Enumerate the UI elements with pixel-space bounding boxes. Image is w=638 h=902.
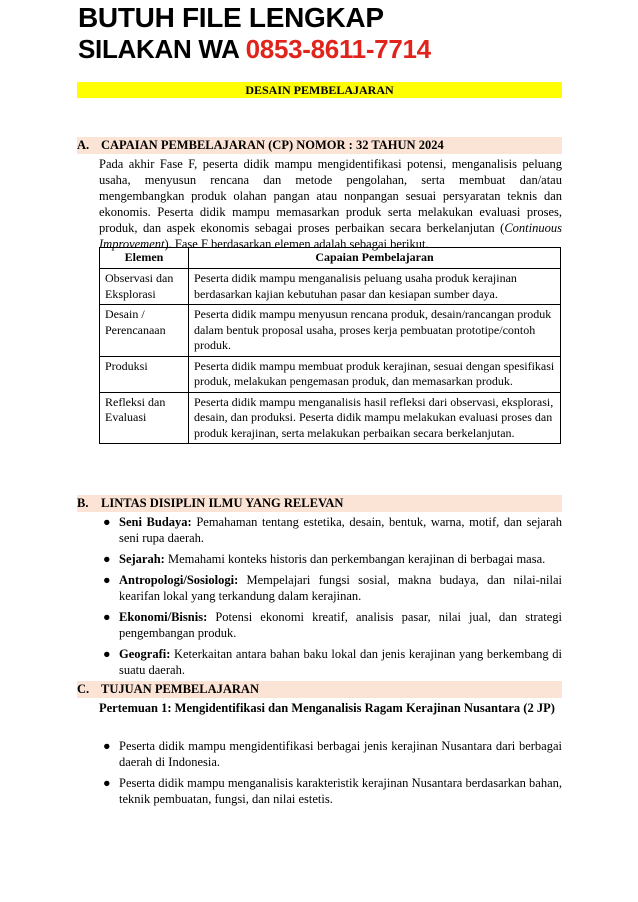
list-item <box>99 609 562 641</box>
promo-contact-label: SILAKAN WA <box>78 34 246 64</box>
discipline-term: Sejarah: <box>119 552 165 566</box>
bullet-icon: ● <box>103 647 111 661</box>
section-b-title: LINTAS DISIPLIN ILMU YANG RELEVAN <box>101 496 344 510</box>
disciplines-list <box>99 514 562 683</box>
intro-text: Pada akhir Fase F, peserta didik mampu mengidentifikasi potensi, menganalisis peluang usaha, menyusun rencana dan metode pengolahan, serta membuat dan/atau mengembangkan produk olahan pangan atau nonpangan sesuai persyaratan teknis dan ekonomis. Peserta didik mampu memasarkan produk serta melakukan evaluasi proses, produk, dan aspek ekonomis sebagai proses perbaikan secara berkelanjutan ( <box>99 157 562 235</box>
row-elemen: Desain / Perencanaan <box>100 305 189 357</box>
section-a-heading <box>77 137 562 154</box>
discipline-text: Potensi ekonomi kreatif, analisis pasar, nilai jual, dan strategi pengembangan produk. <box>119 610 562 640</box>
section-b-letter: B. <box>77 496 89 510</box>
discipline-text: Pemahaman tentang estetika, desain, bentuk, warna, motif, dan sejarah seni rupa daerah. <box>119 515 562 545</box>
section-a-letter: A. <box>77 138 90 152</box>
table-row <box>100 269 561 305</box>
section-b-heading <box>77 495 562 512</box>
document-title-banner: DESAIN PEMBELAJARAN <box>77 82 562 98</box>
discipline-term: Seni Budaya: <box>119 515 192 529</box>
objective-text: Peserta didik mampu menganalisis karakteristik kerajinan Nusantara berdasarkan bahan, teknik pembuatan, fungsi, dan nilai estetis. <box>119 776 562 806</box>
bullet-icon: ● <box>103 552 111 566</box>
section-c-letter: C. <box>77 682 90 696</box>
table-row <box>100 392 561 444</box>
capaian-table <box>99 247 561 444</box>
bullet-icon: ● <box>103 610 111 624</box>
intro-text-end: ). Fase F berdasarkan elemen adalah sebagai berikut. <box>164 237 429 251</box>
row-capaian: Peserta didik mampu membuat produk kerajinan, sesuai dengan spesifikasi produk, melakukan pengemasan produk, dan memasarkan produk. <box>189 356 561 392</box>
list-item <box>99 646 562 678</box>
objectives-list <box>99 738 562 812</box>
bullet-icon: ● <box>103 776 111 790</box>
promo-heading: BUTUH FILE LENGKAP <box>78 2 384 33</box>
discipline-text: Keterkaitan antara bahan baku lokal dan jenis kerajinan yang berkembang di suatu daerah. <box>119 647 562 677</box>
row-elemen: Observasi dan Eksplorasi <box>100 269 189 305</box>
discipline-term: Antropologi/Sosiologi: <box>119 573 239 587</box>
section-c-heading <box>77 681 562 698</box>
section-a-title: CAPAIAN PEMBELAJARAN (CP) NOMOR : 32 TAHUN 2024 <box>101 138 444 152</box>
section-a-intro <box>99 156 562 252</box>
list-item <box>99 775 562 807</box>
bullet-icon: ● <box>103 573 111 587</box>
discipline-text: Mempelajari fungsi sosial, makna budaya, dan nilai-nilai kearifan lokal yang terkandung dalam kerajinan. <box>119 573 562 603</box>
table-header-row <box>100 248 561 269</box>
promo-contact <box>78 34 431 64</box>
list-item <box>99 551 562 567</box>
row-elemen: Refleksi dan Evaluasi <box>100 392 189 444</box>
table-row <box>100 356 561 392</box>
section-c-title: TUJUAN PEMBELAJARAN <box>101 682 259 696</box>
list-item <box>99 514 562 546</box>
whatsapp-number: 0853-8611-7714 <box>245 34 431 64</box>
row-elemen: Produksi <box>100 356 189 392</box>
intro-italic-term: Continuous Improvement <box>99 221 562 251</box>
bullet-icon: ● <box>103 739 111 753</box>
row-capaian: Peserta didik mampu menganalisis peluang usaha produk kerajinan berdasarkan kajian kebutuhan pasar dan kesiapan sumber daya. <box>189 269 561 305</box>
header-elemen: Elemen <box>100 248 189 269</box>
bullet-icon: ● <box>103 515 111 529</box>
meeting-title: Pertemuan 1: Mengidentifikasi dan Menganalisis Ragam Kerajinan Nusantara (2 JP) <box>99 701 555 715</box>
table-row <box>100 305 561 357</box>
list-item <box>99 738 562 770</box>
objective-text: Peserta didik mampu mengidentifikasi berbagai jenis kerajinan Nusantara dari berbagai daerah di Indonesia. <box>119 739 562 769</box>
row-capaian: Peserta didik mampu menganalisis hasil refleksi dari observasi, eksplorasi, desain, dan produksi. Peserta didik mampu melakukan evaluasi proses dan produk kerajinan, serta melakukan perbaikan secara berkelanjutan. <box>189 392 561 444</box>
discipline-term: Ekonomi/Bisnis: <box>119 610 208 624</box>
header-capaian: Capaian Pembelajaran <box>189 248 561 269</box>
discipline-term: Geografi: <box>119 647 171 661</box>
row-capaian: Peserta didik mampu menyusun rencana produk, desain/rancangan produk dalam bentuk proposal usaha, proses kerja pembuatan prototipe/contoh produk. <box>189 305 561 357</box>
discipline-text: Memahami konteks historis dan perkembangan kerajinan di berbagai masa. <box>164 552 546 566</box>
list-item <box>99 572 562 604</box>
